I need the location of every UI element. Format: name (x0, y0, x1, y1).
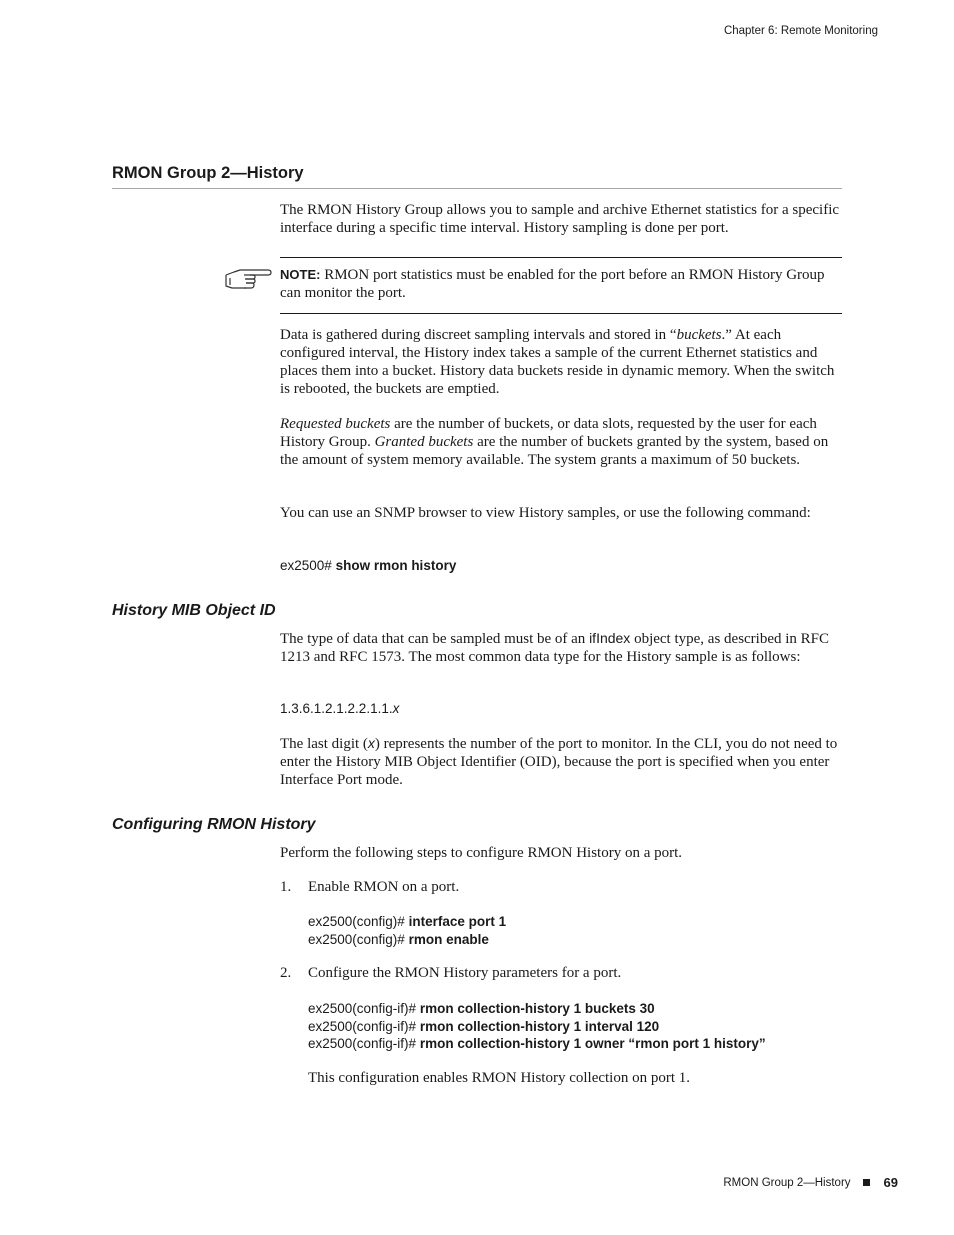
oid-variable: x (392, 701, 400, 716)
step-2-command-2 (308, 1018, 766, 1036)
cli-command: rmon collection-history 1 interval 120 (419, 1018, 660, 1034)
note-top-rule (280, 257, 842, 258)
cli-prompt: ex2500(config-if)# (308, 1001, 420, 1016)
mib-text-a: The type of data that can be sampled must be of an (280, 631, 590, 647)
oid-prefix: 1.3.6.1.2.1.2.2.1.1. (280, 701, 393, 716)
requested-text: are the number of buckets, or data slots, requested by the user for each History Group. (280, 416, 817, 450)
mib-section-title: History MIB Object ID (112, 602, 276, 619)
cli-prompt: ex2500# (280, 558, 336, 573)
step-2-text: Configure the RMON History parameters for a port. (308, 965, 622, 981)
step-1-command-2 (308, 931, 506, 949)
oid-value (280, 700, 399, 718)
note-bottom-rule (280, 313, 842, 314)
intro-paragraph: The RMON History Group allows you to sample and archive Ethernet statistics for a specific interface during a specific time interval. History sampling is done per port. (280, 202, 840, 236)
page-footer (723, 1175, 898, 1190)
step-2-command-1 (308, 1000, 766, 1018)
step-2-command-3 (308, 1035, 766, 1053)
config-intro: Perform the following steps to configure RMON History on a port. (280, 845, 683, 861)
step-1-number: 1. (280, 879, 292, 895)
requested-buckets-paragraph (280, 415, 842, 469)
cli-prompt: ex2500(config-if)# (308, 1036, 420, 1051)
section-divider (112, 188, 842, 189)
mib-p2-variable: x (367, 735, 375, 751)
snmp-paragraph: You can use an SNMP browser to view History samples, or use the following command: (280, 505, 811, 521)
cli-command: rmon enable (408, 931, 489, 947)
step-1-command-1 (308, 913, 506, 931)
cli-command: interface port 1 (408, 914, 507, 929)
mib-text-b: object type, as described in RFC 1213 and RFC 1573. The most common data type for the History sample is as follows: (280, 631, 830, 665)
ifindex-code: ifIndex (589, 630, 631, 646)
note-paragraph (280, 266, 842, 302)
buckets-paragraph (280, 326, 842, 398)
cli-command: show rmon history (335, 558, 457, 573)
step-1-text: Enable RMON on a port. (308, 879, 460, 895)
cli-prompt: ex2500(config)# (308, 914, 409, 929)
buckets-term: buckets (676, 327, 722, 343)
footer-square-bullet (863, 1179, 870, 1186)
cli-prompt: ex2500(config-if)# (308, 1018, 420, 1034)
step-1-commands (308, 913, 506, 948)
note-label: NOTE: (280, 267, 321, 282)
command-show-rmon-history (280, 557, 456, 575)
mib-p2-text-b: ) represents the number of the port to monitor. In the CLI, you do not need to enter the History MIB Object Identifier (OID), because the port is specified when you enter Interface Port mode. (280, 736, 838, 788)
cli-prompt: ex2500(config)# (308, 931, 409, 947)
granted-buckets-term: Granted buckets (374, 434, 474, 450)
section-title: RMON Group 2—History (112, 164, 304, 182)
page-number: 69 (883, 1175, 898, 1190)
step-2-number: 2. (280, 965, 292, 981)
buckets-text-a: Data is gathered during discreet sampling intervals and stored in “ (280, 327, 677, 343)
buckets-text-b: .” At each configured interval, the History index takes a sample of the current Ethernet statistics and places them into a bucket. History data buckets reside in dynamic memory. When the switch is rebooted, the buckets are emptied. (280, 327, 835, 397)
mib-p2-text-a: The last digit ( (280, 736, 368, 752)
running-header: Chapter 6: Remote Monitoring (723, 25, 878, 37)
pointing-hand-icon (224, 266, 272, 292)
granted-text: are the number of buckets granted by the system, based on the amount of system memory available. The system grants a maximum of 50 buckets. (280, 434, 829, 468)
cli-command: rmon collection-history 1 buckets 30 (419, 1001, 655, 1016)
mib-paragraph-2 (280, 734, 842, 789)
note-text: RMON port statistics must be enabled for the port before an RMON History Group can monitor the port. (280, 267, 825, 301)
closing-paragraph: This configuration enables RMON History collection on port 1. (308, 1070, 691, 1086)
step-2-commands (308, 1000, 766, 1053)
cli-command: rmon collection-history 1 owner “rmon port 1 history” (419, 1036, 766, 1051)
config-section-title: Configuring RMON History (112, 816, 316, 833)
mib-paragraph-1 (280, 629, 842, 666)
requested-buckets-term: Requested buckets (280, 416, 391, 432)
footer-section: RMON Group 2—History (723, 1176, 851, 1189)
